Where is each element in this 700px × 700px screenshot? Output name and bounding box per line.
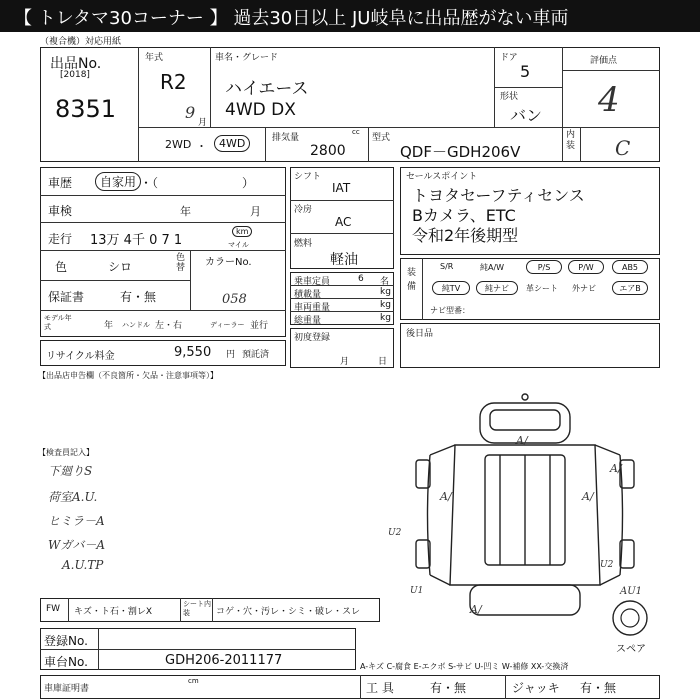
sub-header: （複合機）対応用紙 [40,37,122,47]
inspector-note-4: Wガバ－A [48,538,106,552]
drive-2wd: 2WD [165,138,192,151]
interior-value: C [615,136,631,160]
equip-ab: AB5 [612,260,648,274]
drive-sep: ・ [196,140,207,153]
banner-text: 【 トレタマ30コーナー 】 過去30日以上 JU岐阜に出品歴がない車両 [14,8,569,29]
color-no-label: カラーNo. [205,257,252,268]
registration-month: 月 [340,357,350,367]
nenshiki-label: 年式 [145,53,164,63]
recycle-value: 9,550 [174,345,212,360]
shaken-year: 年 [180,205,191,218]
aircon-label: 冷房 [294,205,313,215]
mileage-mile: マイル [228,241,249,249]
inspector-note-1: 下廻りS [48,464,93,478]
inspector-note-3: ヒミラ－A [48,514,105,528]
shift-label: シフト [294,172,322,182]
shaken-month: 月 [250,205,261,218]
history-rest: ・（ ） [140,176,255,190]
after-date-label: 後日品 [406,329,434,339]
registration-label: 初度登録 [294,333,331,343]
chassis-label: 車台No. [44,655,88,669]
inspector-label: 【検査員記入】 [38,448,94,457]
history-value: 自家用 [95,172,141,191]
vehicle-damage-diagram [400,385,643,625]
gross-label: 総重量 [294,316,322,326]
fw-label: FW [46,604,61,614]
lot-label: 出品No. [50,56,102,72]
after-date-block [400,323,660,368]
fuel-label: 燃料 [294,239,313,249]
jack-label: ジャッキ [512,681,560,695]
diagram-mark-4: U2 [388,528,402,538]
diagram-mark-3: A/ [582,490,594,503]
color-value: シロ [108,260,133,274]
seat-label: シート内装 [183,600,211,617]
capacity-value: 6 [358,274,364,284]
mileage-label: 走行 [48,232,73,246]
doors-value: 5 [520,62,531,81]
color-change: 色替 [176,253,186,273]
color-label: 色 [55,260,68,274]
warranty-value: 有・無 [120,290,157,304]
weight-unit: kg [380,300,391,310]
model-year-year: 年 [104,321,114,331]
warranty-label: 保証書 [48,290,85,304]
model-label: 型式 [372,133,391,143]
vehicle-info-block [40,167,286,337]
tools-label: 工 具 [366,681,394,695]
rating-value: 4 [598,80,620,120]
load-label: 積載量 [294,290,322,300]
nenshiki-month: 9 [185,103,196,122]
lot-number: 8351 [55,95,117,123]
diagram-mark-2: A/ [440,490,452,503]
jack-value: 有・無 [580,681,617,695]
weight-label: 車両重量 [294,303,331,313]
equip-tv: 純TV [432,281,470,295]
selling-point-line-1: トヨタセーフティセンス [412,186,585,205]
inspector-note-2: 荷室A.U. [48,490,98,504]
car-grade: 4WD DX [225,100,296,120]
mileage-value: 13万 4千 0 7 1 [90,233,183,248]
equip-pw: P/W [568,260,604,274]
shape-value: バン [510,106,543,125]
displacement-unit: cc [352,128,360,136]
recycle-status: 預託済 [242,350,270,360]
history-label: 車歴 [48,176,73,190]
model-year-dealer: 並行 [250,321,269,331]
shape-label: 形状 [500,92,519,102]
selling-point-line-2: Bカメラ、ETC [412,206,516,225]
diagram-mark-9: A/ [470,603,482,616]
spare-tire-icon [610,598,650,638]
recycle-label: リサイクル料金 [46,351,115,362]
equip-navi: 純ナビ [476,281,518,295]
aircon-value: AC [335,215,352,229]
equip-ps: P/S [526,260,562,274]
diagram-mark-1: A/ [516,434,528,447]
reg-no-label: 登録No. [44,634,88,648]
model-value: QDF－GDH206V [400,143,521,161]
car-label: 車名・グレード [215,53,279,63]
cert-label: 車庫証明書 [44,684,90,694]
fw-text: キズ・ト石・割レX [74,607,152,617]
equip-aw: 純A/W [480,263,505,272]
equip-ext-navi: 外ナビ [572,284,596,293]
diagram-mark-5: U2 [600,560,614,570]
equip-sr: S/R [440,262,454,271]
displacement-label: 排気量 [272,133,300,143]
registration-day: 日 [378,357,388,367]
damage-legend: A-キズ C-腐食 E-エクボ S-サビ U-凹ミ W-補修 XX-交換済 [360,662,569,671]
color-no: 058 [222,292,247,307]
nenshiki-month-unit: 月 [198,118,208,128]
capacity-label: 乗車定員 [294,277,331,287]
nenshiki-era: R2 [160,70,187,94]
model-year-dealer-label: ディーラー [210,321,245,329]
interior-label: 内装 [566,130,576,151]
cert-cm: cm [188,677,199,685]
diagram-mark-7: AU1 [620,586,643,597]
selling-point-label: セールスポイント [406,172,478,182]
model-year-handle-label: ハンドル [122,321,150,329]
equip-airbag: エアB [612,281,648,295]
diagram-mark-6: A/ [610,462,622,475]
capacity-unit: 名 [380,277,390,287]
spare-label: スペア [616,644,646,655]
tools-value: 有・無 [430,681,467,695]
seat-text: コゲ・穴・汚レ・シミ・破レ・スレ [216,607,361,617]
recycle-unit: 円 [226,350,236,360]
doors-label: ドア [500,53,518,63]
rating-label: 評価点 [590,56,618,66]
selling-point-line-3: 令和2年後期型 [412,226,519,245]
equipment-label: 装備 [407,268,417,292]
model-year-handle: 左・右 [155,321,183,331]
navi-model-label: ナビ型番： [430,306,470,315]
shift-value: IAT [332,181,351,195]
equip-leather: 革シート [526,284,558,293]
car-name: ハイエース [225,79,309,99]
lot-year-stamp: [2018] [60,70,90,80]
declaration-label: 【出品店申告欄（不良箇所・欠品・注意事項等）】 [38,371,218,380]
bottom-row [40,675,660,699]
drive-4wd: 4WD [214,135,250,152]
diagram-mark-8: U1 [410,586,424,596]
mileage-km: km [232,226,252,237]
fuel-value: 軽油 [330,252,358,268]
gross-unit: kg [380,313,391,323]
inspector-note-5: A.U.TP [62,558,104,572]
load-unit: kg [380,287,391,297]
chassis-value: GDH206-2011177 [165,653,283,668]
displacement-value: 2800 [310,143,346,159]
shaken-label: 車検 [48,204,73,218]
model-year-label: モデル年式 [44,314,72,331]
